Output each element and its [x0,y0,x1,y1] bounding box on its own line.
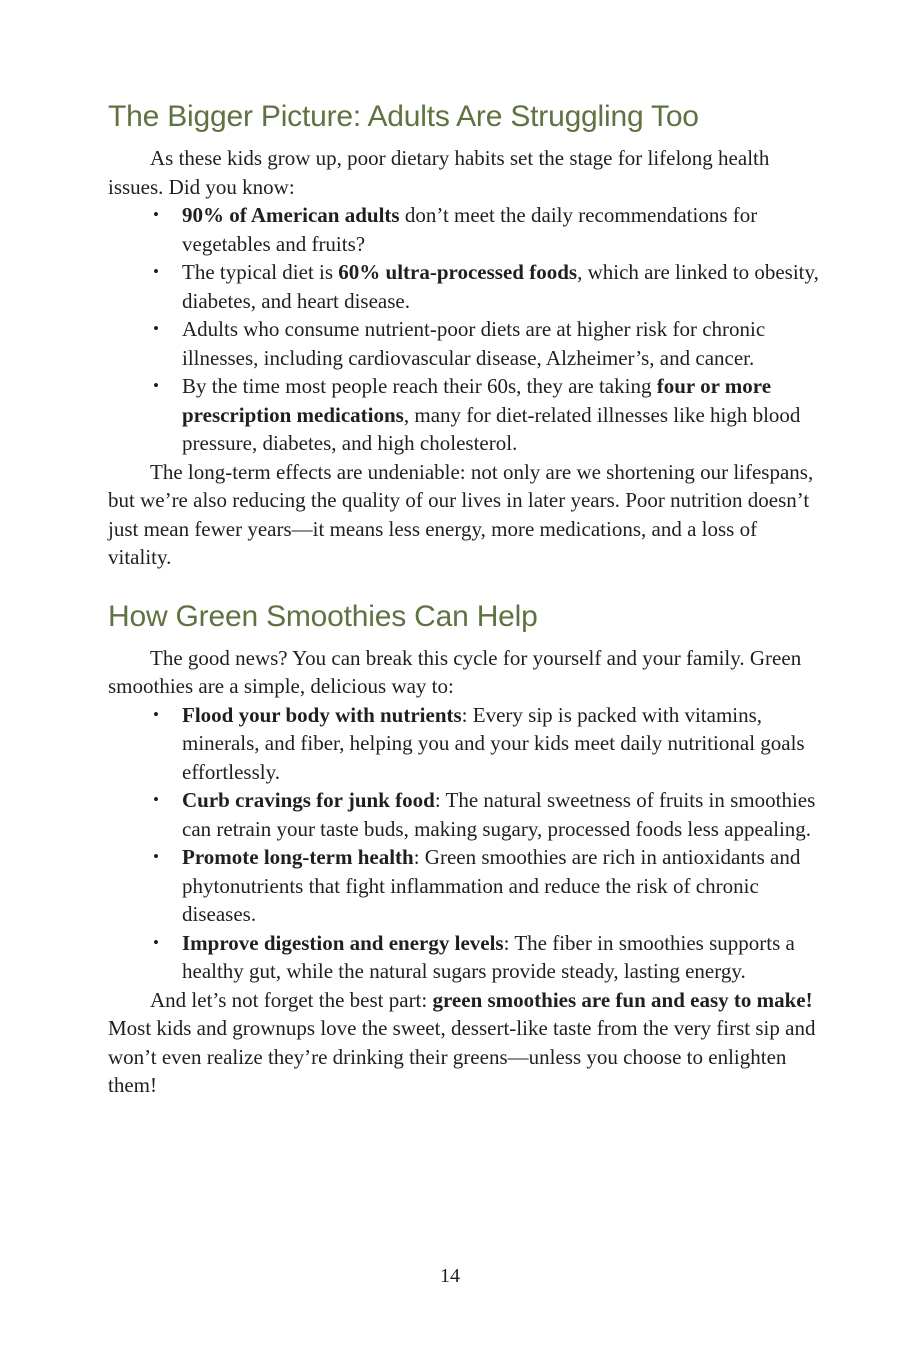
text-run: Adults who consume nutrient-poor diets are at higher risk for chronic illnesses, including cardiovascular disease, Alzheimer’s, and cancer. [182,317,766,370]
text-run: , many for diet-related illnesses like high blood pressure, diabetes, and high cholesterol. [182,402,801,455]
bullet-item [108,786,822,843]
section-heading: The Bigger Picture: Adults Are Struggling Too [108,100,699,133]
text-run: : The natural sweetness of fruits in smoothies can retrain your taste buds, making sugary, processed foods less appealing. [182,788,816,841]
bullet-item [108,258,822,315]
bullet-item [108,372,822,458]
bold-text-run: 60% ultra-processed foods [338,260,578,284]
bullet-item [108,201,822,258]
text-run: The long-term effects are undeniable: not only are we shortening our lifespans, but we’re also reducing the quality of our lives in later years. Poor nutrition doesn’t just mean fewer years—it means less energy, more medications, and a loss of vitality. [108,459,814,569]
bold-text-run: Improve digestion and energy levels [182,930,504,955]
section [108,599,822,1100]
bold-text-run: Curb cravings for junk food [182,788,435,812]
text-run: As these kids grow up, poor dietary habits set the stage for lifelong health issues. Did you know: [108,146,770,199]
page-footer [0,1262,900,1290]
bold-text-run: Flood your body with nutrients [182,702,462,727]
text-run: The good news? You can break this cycle for yourself and your family. Green smoothies are a simple, delicious way to: [108,645,802,698]
bold-text-run: Promote long-term health [182,845,414,869]
section [108,99,822,572]
text-run: Most kids and grownups love the sweet, dessert-like taste from the very first sip and won’t even realize they’re drinking their greens—unless you choose to enlighten them! [108,1016,816,1097]
bold-text-run: green smoothies are fun and easy to make! [432,987,813,1012]
section-closing-paragraph [108,458,822,572]
text-run: : Green smoothies are rich in antioxidants and phytonutrients that fight inflammation and reduce the risk of chronic diseases. [182,845,801,926]
bullet-list [108,701,822,986]
sections [108,99,822,1100]
text-run: : The fiber in smoothies supports a healthy gut, while the natural sugars provide steady, lasting energy. [182,930,795,983]
section-heading: How Green Smoothies Can Help [108,599,538,633]
bold-text-run: 90% of American adults [182,203,400,227]
text-run: And let’s not forget the best part: [150,987,433,1012]
text-run: : Every sip is packed with vitamins, minerals, and fiber, helping you and your kids meet daily nutritional goals effortlessly. [182,702,805,784]
page-number: 14 [440,1265,460,1287]
text-run: By the time most people reach their 60s, they are taking [182,374,657,398]
section-lead-paragraph [108,144,822,201]
bullet-item [108,315,822,372]
bold-text-run: four or more prescription medications [182,374,772,427]
bullet-list [108,201,822,458]
text-run: The typical diet is [182,260,339,284]
text-run: , which are linked to obesity, diabetes, and heart disease. [182,260,819,313]
text-run: don’t meet the daily recommendations for vegetables and fruits? [182,203,758,256]
bullet-item [108,843,822,929]
bullet-item [108,929,822,986]
bullet-item [108,701,822,787]
section-lead-paragraph [108,644,822,701]
section-closing-paragraph [108,986,822,1100]
